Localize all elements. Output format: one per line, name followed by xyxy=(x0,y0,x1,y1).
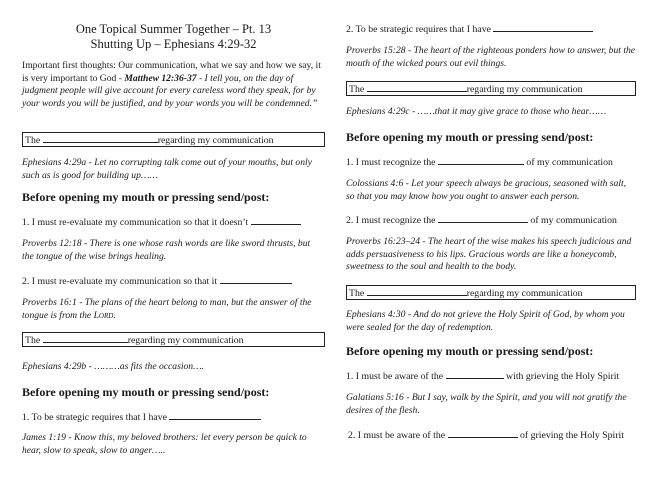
fill-box-4 xyxy=(346,285,636,300)
point-7-post: with grieving the Holy Spirit xyxy=(506,371,620,382)
point-7-pre: 1. I must be aware of the xyxy=(346,371,444,382)
verse-james-1-19: James 1:19 - Know this, my beloved brothers: let every person be quick to hear, slow to speak, slow to anger….. xyxy=(22,432,307,456)
verse-eph-4-29c: Ephesians 4:29c - ……that it may give grace to those who hear…… xyxy=(346,106,607,117)
fill-blank[interactable] xyxy=(251,215,301,225)
point-8-post: of grieving the Holy Spirit xyxy=(520,430,624,441)
point-4-text: 2. To be strategic requires that I have xyxy=(346,24,491,35)
section-heading-4: Before opening my mouth or pressing send/post: xyxy=(346,344,594,358)
point-5-post: of my communication xyxy=(526,157,613,168)
verse-prov-16-23: Proverbs 16:23–24 - The heart of the wise makes his speech judicious and adds persuasiveness to his lips. Gracious words are like a honeycomb, sweetness to the soul and health to the body. xyxy=(346,236,632,273)
fill-box-3-post: regarding my communication xyxy=(466,84,583,95)
fill-blank[interactable] xyxy=(438,213,528,223)
verse-prov-16-1-text: Proverbs 16:1 - The plans of the heart belong to man, but the answer of the tongue is from the xyxy=(22,297,312,321)
fill-box-1-post: regarding my communication xyxy=(157,135,274,146)
point-5-pre: 1. I must recognize the xyxy=(346,157,436,168)
verse-prov-16-1 xyxy=(22,297,322,322)
point-1-text: 1. I must re-evaluate my communication so that it doesn’t xyxy=(22,217,249,228)
verse-prov-16-1-end: . xyxy=(113,309,116,321)
fill-box-2-post: regarding my communication xyxy=(127,335,244,346)
fill-blank[interactable] xyxy=(43,133,158,143)
fill-blank[interactable] xyxy=(367,82,467,92)
verse-gal-5-16: Galatians 5:16 - But I say, walk by the Spirit, and you will not gratify the desires of the flesh. xyxy=(346,392,627,416)
page-subtitle: Shutting Up – Ephesians 4:29-32 xyxy=(90,37,257,51)
section-heading-1: Before opening my mouth or pressing send/post: xyxy=(22,190,270,204)
verse-eph-4-29b: Ephesians 4:29b - ………as fits the occasion…. xyxy=(22,361,205,372)
point-6-post: of my communication xyxy=(530,215,617,226)
point-5 xyxy=(346,155,613,169)
fill-blank[interactable] xyxy=(220,274,292,284)
section-heading-2: Before opening my mouth or pressing send/post: xyxy=(22,385,270,399)
fill-box-2-pre: The xyxy=(25,335,41,346)
point-2 xyxy=(22,274,292,288)
fill-box-3-pre: The xyxy=(349,84,365,95)
point-6 xyxy=(346,213,617,227)
fill-blank[interactable] xyxy=(169,410,261,420)
verse-eph-4-30: Ephesians 4:30 - And do not grieve the Holy Spirit of God, by whom you were sealed for the day of redemption. xyxy=(346,309,625,333)
fill-blank[interactable] xyxy=(438,155,524,165)
fill-box-2 xyxy=(22,332,325,347)
point-8-pre: 2. I must be aware of the xyxy=(348,430,446,441)
fill-box-1 xyxy=(22,132,325,147)
page-title: One Topical Summer Together – Pt. 13 xyxy=(75,22,272,36)
intro-quote: - I tell you, on the day of judgment people will give account for every careless word they speak, for by your words you will be justified, and by your words you will be condemned.” xyxy=(22,72,318,109)
fill-blank[interactable] xyxy=(448,428,518,438)
section-heading-3: Before opening my mouth or pressing send/post: xyxy=(346,130,594,144)
verse-prov-16-1-lord: Lord xyxy=(93,309,114,321)
verse-col-4-6: Colossians 4:6 - Let your speech always be gracious, seasoned with salt, so that you may know how you ought to answer each person. xyxy=(346,178,627,202)
fill-blank[interactable] xyxy=(446,369,504,379)
point-4 xyxy=(346,22,593,36)
verse-prov-15-28: Proverbs 15:28 - The heart of the righteous ponders how to answer, but the mouth of the wicked pours out evil things. xyxy=(346,45,636,69)
verse-prov-12-18: Proverbs 12:18 - There is one whose rash words are like sword thrusts, but the tongue of the wise brings healing. xyxy=(22,238,311,262)
intro-reference: Matthew 12:36-37 xyxy=(124,72,197,84)
verse-eph-4-29a: Ephesians 4:29a - Let no corrupting talk come out of your mouths, but only such as is good for building up…… xyxy=(22,157,312,181)
point-1 xyxy=(22,215,301,229)
fill-box-3 xyxy=(346,81,636,96)
fill-blank[interactable] xyxy=(43,333,128,343)
fill-blank[interactable] xyxy=(367,286,467,296)
fill-box-4-pre: The xyxy=(349,288,365,299)
point-6-pre: 2. I must recognize the xyxy=(346,215,436,226)
intro-text: Important first thoughts: Our communication, what we say and how we say, it is very important to God - xyxy=(22,60,321,84)
intro-paragraph xyxy=(22,60,325,110)
fill-blank[interactable] xyxy=(493,22,593,32)
point-8 xyxy=(348,428,624,442)
fill-box-1-pre: The xyxy=(25,135,41,146)
point-3 xyxy=(22,410,261,424)
fill-box-4-post: regarding my communication xyxy=(466,288,583,299)
point-3-text: 1. To be strategic requires that I have xyxy=(22,412,167,423)
point-7 xyxy=(346,369,619,383)
point-2-text: 2. I must re-evaluate my communication so that it xyxy=(22,276,218,287)
